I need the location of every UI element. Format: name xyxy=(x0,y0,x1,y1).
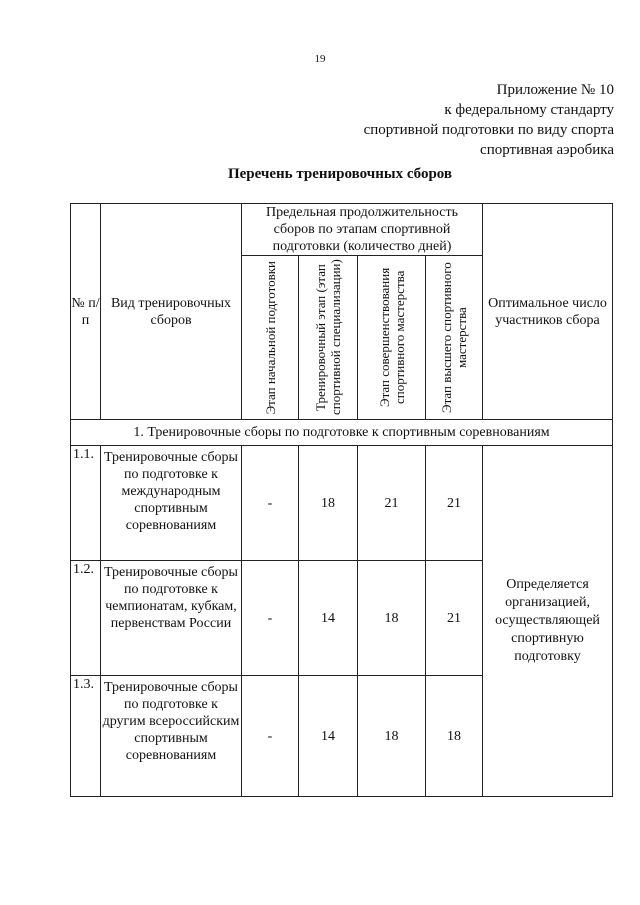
section-row xyxy=(71,420,613,446)
appendix-header xyxy=(364,80,614,160)
row-improvement: 18 xyxy=(358,561,426,676)
row-name: Тренировочные сборы по подготовке к другим всероссийским спортивным соревнованиям xyxy=(101,676,242,797)
header-optimal: Оптимальное число участников сбора xyxy=(483,204,613,420)
document-title: Перечень тренировочных сборов xyxy=(227,166,453,182)
appendix-line-3: спортивной подготовки по виду спорта xyxy=(363,122,614,138)
header-stage-initial-cell xyxy=(242,256,299,420)
training-camps-table xyxy=(70,203,613,797)
row-number: 1.3. xyxy=(71,676,101,797)
optimal-participants: Определяется организацией, осуществляющей спортивную подготовку xyxy=(483,446,613,797)
header-stage-improvement: Этап совершенствования спортивного мастерства xyxy=(376,267,407,408)
header-stage-training: Тренировочный этап (этап спортивной специализации) xyxy=(313,259,343,416)
row-training: 18 xyxy=(299,446,358,561)
row-name: Тренировочные сборы по подготовке к чемпионатам, кубкам, первенствам России xyxy=(101,561,242,676)
header-stage-improvement-cell xyxy=(358,256,426,420)
row-number: 1.2. xyxy=(71,561,101,676)
header-stage-highest: Этап высшего спортивного мастерства xyxy=(439,262,469,413)
header-stage-initial: Этап начальной подготовки xyxy=(262,260,278,415)
row-initial: - xyxy=(242,676,299,797)
row-highest: 18 xyxy=(426,676,483,797)
table-row xyxy=(71,446,613,561)
header-row-1 xyxy=(71,204,613,256)
row-number: 1.1. xyxy=(71,446,101,561)
appendix-line-1: Приложение № 10 xyxy=(496,82,614,98)
row-improvement: 21 xyxy=(358,446,426,561)
header-type: Вид тренировочных сборов xyxy=(101,204,242,420)
header-stage-highest-cell xyxy=(426,256,483,420)
appendix-line-2: к федеральному стандарту xyxy=(444,102,614,118)
row-initial: - xyxy=(242,446,299,561)
row-highest: 21 xyxy=(426,446,483,561)
header-duration: Предельная продолжительность сборов по этапам спортивной подготовки (количество дней) xyxy=(242,204,483,256)
row-highest: 21 xyxy=(426,561,483,676)
header-stage-training-cell xyxy=(299,256,358,420)
row-initial: - xyxy=(242,561,299,676)
appendix-line-4: спортивная аэробика xyxy=(480,142,614,158)
header-num: № п/п xyxy=(71,204,101,420)
page-number: 19 xyxy=(314,53,326,65)
row-training: 14 xyxy=(299,561,358,676)
section-title: 1. Тренировочные сборы по подготовке к спортивным соревнованиям xyxy=(71,420,613,446)
row-training: 14 xyxy=(299,676,358,797)
row-improvement: 18 xyxy=(358,676,426,797)
row-name: Тренировочные сборы по подготовке к международным спортивным соревнованиям xyxy=(101,446,242,561)
